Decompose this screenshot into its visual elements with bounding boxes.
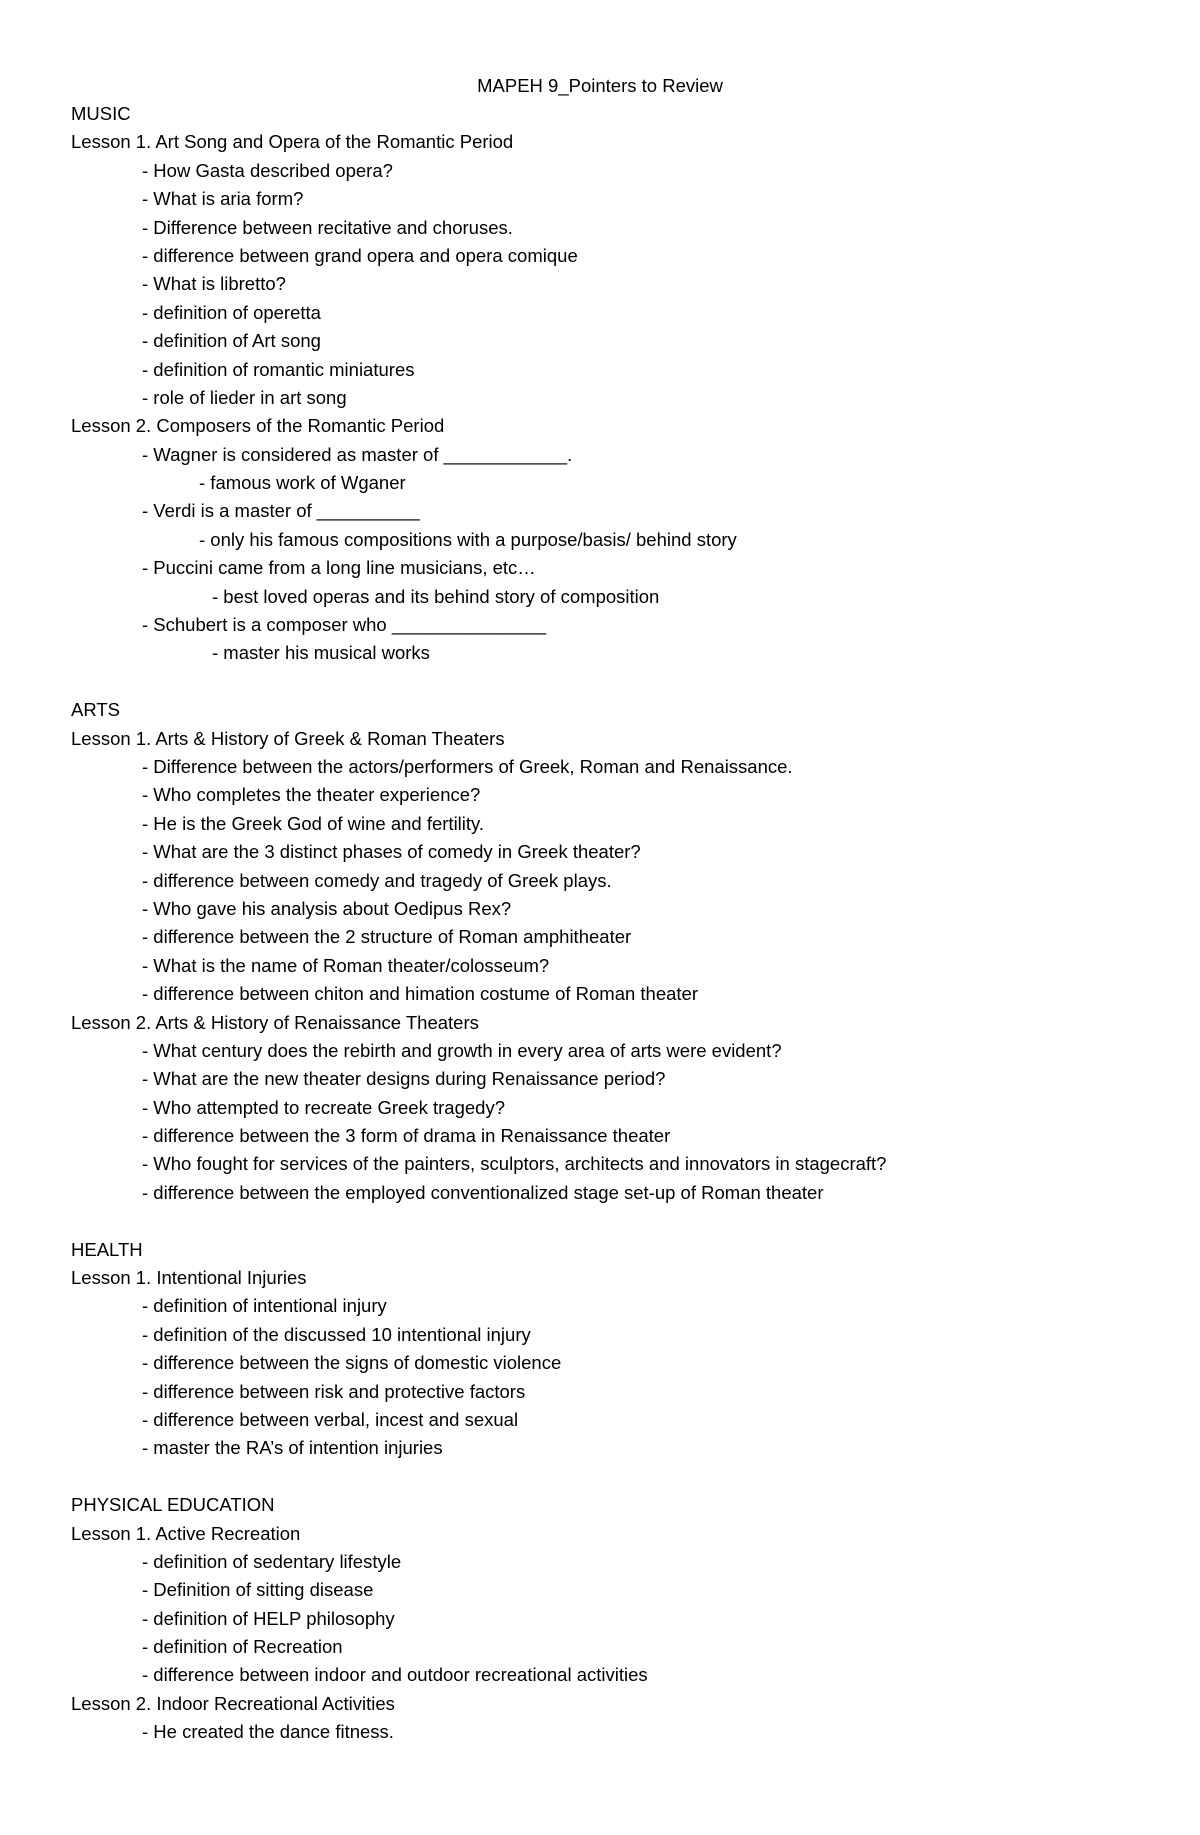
review-pointer: - Who completes the theater experience? — [142, 784, 481, 806]
blank-line — [71, 1207, 1171, 1235]
review-pointer: - Schubert is a composer who _______________ — [142, 614, 547, 636]
document-title: MAPEH 9_Pointers to Review — [477, 75, 723, 96]
review-pointer: - famous work of Wganer — [199, 472, 406, 494]
review-pointer: - He created the dance fitness. — [142, 1721, 394, 1743]
review-pointer: - difference between the 3 form of drama in Renaissance theater — [142, 1125, 671, 1147]
review-pointer: - difference between the 2 structure of Roman amphitheater — [142, 926, 632, 948]
lesson-heading: Lesson 1. Active Recreation — [71, 1522, 301, 1544]
review-pointer: - difference between the signs of domestic violence — [142, 1352, 562, 1374]
review-pointer: - difference between grand opera and opera comique — [142, 244, 578, 266]
review-pointer: - master the RA’s of intention injuries — [142, 1437, 443, 1459]
review-pointer: - master his musical works — [212, 642, 430, 664]
review-pointer: - definition of Art song — [142, 330, 321, 352]
lesson-heading: Lesson 1. Art Song and Opera of the Romantic Period — [71, 131, 514, 153]
review-pointer: - definition of operetta — [142, 301, 321, 323]
blank-line — [71, 1463, 1171, 1491]
review-pointer: - What is the name of Roman theater/colosseum? — [142, 954, 550, 976]
review-pointer: - definition of HELP philosophy — [142, 1607, 395, 1629]
review-pointer: - Who fought for services of the painters, sculptors, architects and innovators in stagecraft? — [142, 1153, 887, 1175]
blank-line — [71, 668, 1171, 696]
section-heading: HEALTH — [71, 1238, 143, 1260]
review-pointer: - definition of romantic miniatures — [142, 358, 415, 380]
review-pointer: - difference between indoor and outdoor recreational activities — [142, 1664, 648, 1686]
lesson-heading: Lesson 2. Arts & History of Renaissance Theaters — [71, 1011, 479, 1033]
review-pointer: - role of lieder in art song — [142, 386, 347, 408]
review-pointer: - only his famous compositions with a purpose/basis/ behind story — [199, 528, 737, 550]
review-pointer: - Verdi is a master of __________ — [142, 500, 420, 522]
lesson-heading: Lesson 2. Composers of the Romantic Period — [71, 415, 445, 437]
lesson-heading: Lesson 1. Arts & History of Greek & Roman Theaters — [71, 727, 505, 749]
review-pointer: - Difference between recitative and choruses. — [142, 216, 513, 238]
review-pointer: - What century does the rebirth and growth in every area of arts were evident? — [142, 1039, 782, 1061]
review-pointer: - He is the Greek God of wine and fertility. — [142, 812, 485, 834]
document-body — [71, 100, 1171, 1747]
review-pointer: - Definition of sitting disease — [142, 1579, 374, 1601]
review-pointer: - definition of the discussed 10 intentional injury — [142, 1323, 531, 1345]
review-pointer: - Who gave his analysis about Oedipus Rex? — [142, 897, 512, 919]
review-pointer: - What are the 3 distinct phases of comedy in Greek theater? — [142, 841, 641, 863]
review-pointer: - difference between the employed conventionalized stage set-up of Roman theater — [142, 1181, 824, 1203]
review-pointer: - Who attempted to recreate Greek tragedy? — [142, 1096, 505, 1118]
review-pointer: - definition of Recreation — [142, 1636, 343, 1658]
review-pointer: - What are the new theater designs during Renaissance period? — [142, 1068, 666, 1090]
review-pointer: - Difference between the actors/performers of Greek, Roman and Renaissance. — [142, 755, 793, 777]
review-pointer: - Wagner is considered as master of ____________. — [142, 443, 573, 465]
review-pointer: - definition of sedentary lifestyle — [142, 1550, 402, 1572]
review-pointer: - What is aria form? — [142, 188, 304, 210]
review-pointer: - definition of intentional injury — [142, 1295, 387, 1317]
lesson-heading: Lesson 2. Indoor Recreational Activities — [71, 1692, 395, 1714]
section-heading: MUSIC — [71, 103, 131, 124]
review-pointer: - How Gasta described opera? — [142, 159, 393, 181]
review-pointer: - best loved operas and its behind story of composition — [212, 585, 660, 607]
section-heading: ARTS — [71, 699, 121, 721]
review-pointer: - difference between verbal, incest and sexual — [142, 1408, 519, 1430]
review-pointer: - Puccini came from a long line musicians, etc… — [142, 557, 536, 579]
review-pointer: - difference between chiton and himation costume of Roman theater — [142, 983, 699, 1005]
section-heading: PHYSICAL EDUCATION — [71, 1494, 275, 1516]
review-pointer: - difference between comedy and tragedy of Greek plays. — [142, 869, 612, 891]
lesson-heading: Lesson 1. Intentional Injuries — [71, 1267, 307, 1289]
review-pointer: - What is libretto? — [142, 273, 286, 295]
review-pointer: - difference between risk and protective factors — [142, 1380, 526, 1402]
